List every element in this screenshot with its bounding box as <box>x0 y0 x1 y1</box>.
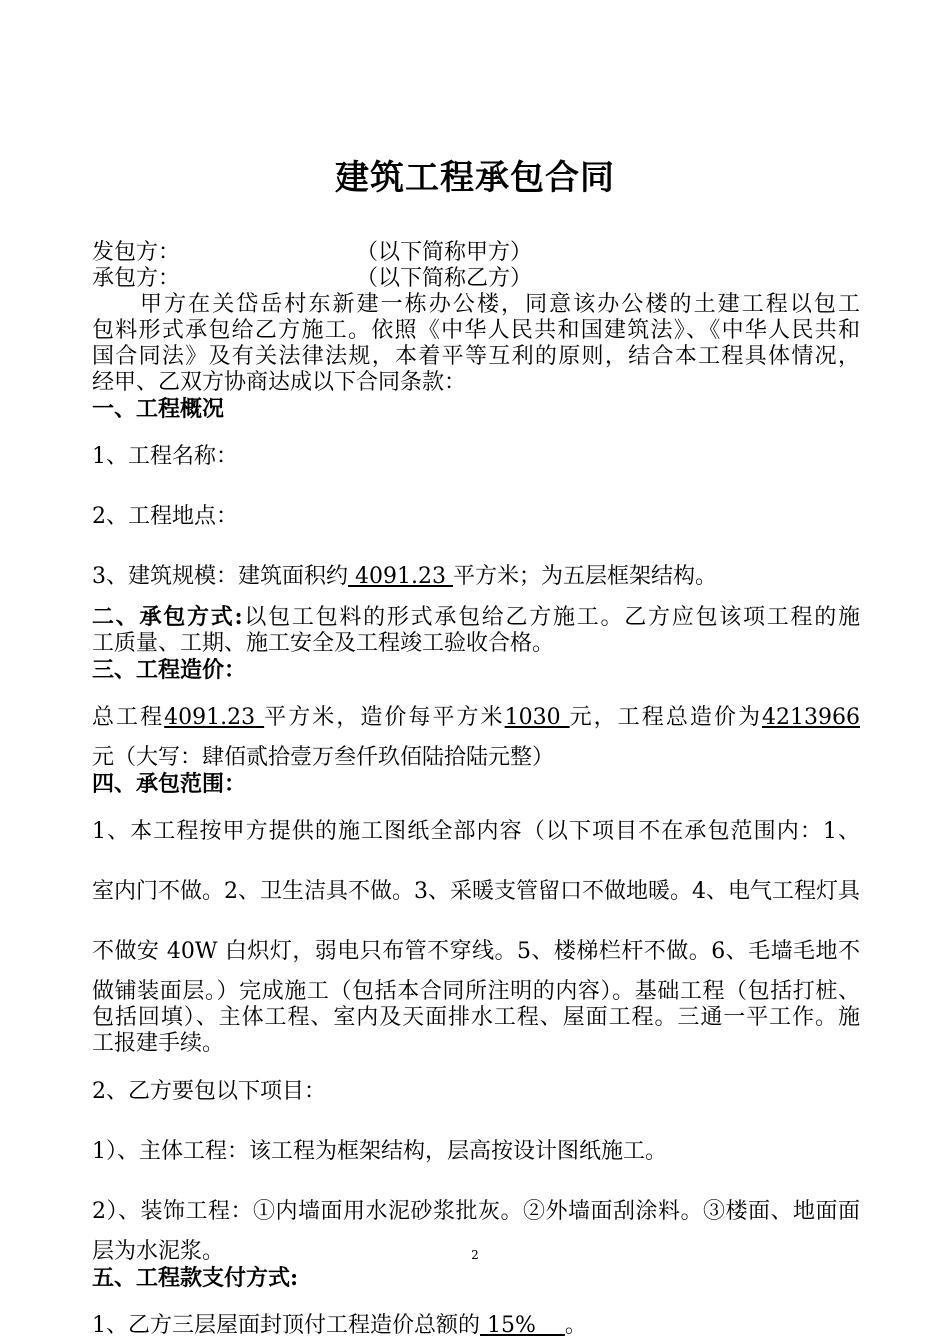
total-cost-value: 4213966 <box>762 705 860 730</box>
party-b-line <box>92 266 860 292</box>
scope-item-2-2-line-2: 层为水泥浆。 <box>92 1239 225 1264</box>
section-2-heading: 二、承包方式: <box>92 604 243 630</box>
payment-item-1 <box>92 1313 860 1339</box>
cost-area-value: 4091.23 <box>164 705 265 730</box>
party-b-note: （以下简称乙方） <box>356 266 533 291</box>
section-2-line-1 <box>92 604 860 631</box>
intro-line-4: 经甲、乙双方协商达成以下合同条款： <box>92 370 467 395</box>
document-body <box>92 240 860 1339</box>
unit-price-value: 1030 <box>504 705 570 730</box>
scope-item-2-2-line-1: 2）、装饰工程：①内墙面用水泥砂浆批灰。②外墙面刮涂料。③楼面、地面面 <box>92 1199 860 1224</box>
party-a-line <box>92 240 860 266</box>
payment-item-1-suffix: 。 <box>564 1313 587 1338</box>
scope-line-5: 包括回填）、主体工程、室内及天面排水工程、屋面工程。三通一平工作。施 <box>92 1005 860 1030</box>
party-b-label: 承包方： <box>92 266 181 291</box>
cost-text-1: 总工程 <box>92 705 165 730</box>
building-scale-prefix: 3、建筑规模：建筑面积约 <box>92 564 348 589</box>
scope-line-2: 室内门不做。2、卫生洁具不做。3、采暖支管留口不做地暖。4、电气工程灯具 <box>92 879 860 904</box>
building-scale-line <box>92 564 860 590</box>
section-2-line-2: 工质量、工期、施工安全及工程竣工验收合格。 <box>92 631 555 656</box>
project-name-line: 1、工程名称： <box>92 444 238 469</box>
section-5-heading: 五、工程款支付方式: <box>92 1265 299 1291</box>
scope-line-3: 不做安 40W 白炽灯，弱电只布管不穿线。5、楼梯栏杆不做。6、毛墙毛地不 <box>92 939 860 964</box>
party-a-note: （以下简称甲方） <box>356 240 533 265</box>
project-location-line: 2、工程地点： <box>92 504 238 529</box>
building-area-value: 4091.23 <box>348 564 453 589</box>
cost-text-3: 元，工程总造价为 <box>569 705 762 730</box>
section-3-heading: 三、工程造价： <box>92 657 247 683</box>
section-2-text: 以包工包料的形式承包给乙方施工。乙方应包该项工程的施 <box>242 605 860 630</box>
section-4-heading: 四、承包范围： <box>92 771 247 797</box>
cost-line <box>92 705 860 731</box>
cost-text-2: 平方米，造价每平方米 <box>264 705 505 730</box>
intro-line-2: 包料形式承包给乙方施工。依照《中华人民共和国建筑法》、《中华人民共和 <box>92 318 860 343</box>
scope-item-2: 2、乙方要包以下项目： <box>92 1079 326 1104</box>
building-scale-suffix: 平方米；为五层框架结构。 <box>452 564 717 589</box>
scope-line-6: 工报建手续。 <box>92 1031 225 1056</box>
payment-percent-value: 15% <box>480 1313 565 1338</box>
scope-item-2-1: 1）、主体工程：该工程为框架结构，层高按设计图纸施工。 <box>92 1139 667 1164</box>
scope-line-1: 1、本工程按甲方提供的施工图纸全部内容（以下项目不在承包范围内：1、 <box>92 819 860 844</box>
party-a-label: 发包方： <box>92 240 181 265</box>
intro-line-1: 甲方在关岱岳村东新建一栋办公楼，同意该办公楼的土建工程以包工 <box>140 292 860 317</box>
scope-line-4: 做铺装面层。）完成施工（包括本合同所注明的内容）。基础工程（包括打桩、 <box>92 979 860 1004</box>
section-1-heading: 一、工程概况 <box>92 396 225 422</box>
payment-item-1-text: 1、乙方三层屋面封顶付工程造价总额的 <box>92 1313 480 1338</box>
intro-line-3: 国合同法》及有关法律法规，本着平等互利的原则，结合本工程具体情况， <box>92 344 860 369</box>
cost-capital-line: 元（大写：肆佰贰拾壹万叁仟玖佰陆拾陆元整） <box>92 745 555 770</box>
document-title: 建筑工程承包合同 <box>335 158 615 198</box>
page-number: 2 <box>471 1248 479 1262</box>
